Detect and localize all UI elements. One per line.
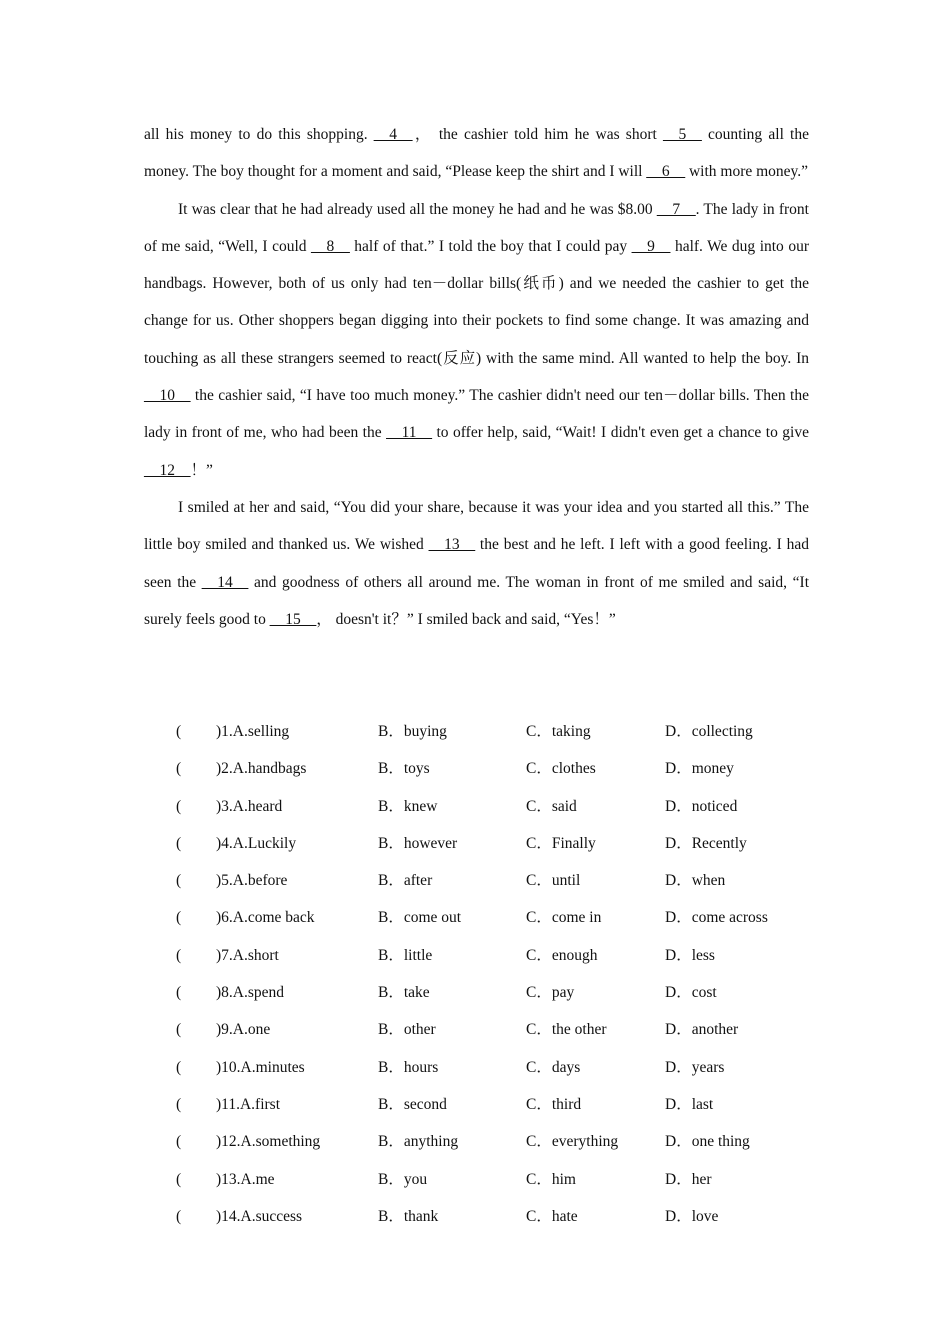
question-row	[176, 825, 816, 862]
passage-text: It was clear that he had already used all the money he had and he was $8.00	[178, 200, 657, 218]
option-c: C．Finally	[526, 834, 596, 852]
option-d: D．another	[665, 1021, 739, 1039]
passage-text: counting all the money. The boy thought for a moment and said, “Please keep the shirt and I will	[144, 126, 809, 181]
blank-9: __9__	[631, 237, 671, 255]
question-row	[176, 1011, 816, 1048]
answer-paren: (	[176, 723, 182, 740]
option-a: )13.A.me	[216, 1170, 275, 1188]
answer-paren: (	[176, 984, 182, 1002]
answer-paren: (	[176, 1207, 182, 1225]
passage-text: and goodness of others all around me. The woman in front of me smiled and said, “It surely feels good to	[144, 573, 810, 628]
blank-12: __12__	[144, 461, 191, 479]
question-row	[176, 713, 816, 750]
option-b: B．second	[378, 1095, 447, 1113]
reading-passage	[144, 116, 809, 638]
blank-4: __4__	[373, 126, 413, 143]
option-a: )14.A.success	[216, 1207, 303, 1225]
blank-7: __7__	[656, 200, 696, 218]
option-b: B．however	[378, 834, 458, 852]
passage-text: half of that.” I told the boy that I could pay	[349, 237, 632, 255]
answer-paren: (	[176, 760, 182, 778]
option-c: C．him	[526, 1170, 576, 1188]
option-b: B．buying	[378, 723, 447, 740]
option-b: B．you	[378, 1170, 428, 1188]
question-row	[176, 1086, 816, 1123]
option-b: B．come out	[378, 909, 462, 927]
option-d: D．collecting	[665, 723, 753, 740]
question-row	[176, 937, 816, 974]
question-row	[176, 974, 816, 1011]
passage-text: ！”	[190, 461, 213, 479]
option-a: )10.A.minutes	[216, 1058, 305, 1076]
option-d: D．come across	[665, 909, 768, 927]
option-c: C．third	[526, 1095, 582, 1113]
option-a: )1.A.selling	[216, 723, 290, 740]
option-b: B．hours	[378, 1058, 439, 1076]
question-row	[176, 788, 816, 825]
answer-paren: (	[176, 834, 182, 852]
blank-15: __15__	[269, 610, 317, 628]
option-d: D．Recently	[665, 834, 747, 852]
answer-paren: (	[176, 797, 182, 815]
option-d: D．when	[665, 872, 726, 890]
blank-13: __13__	[428, 536, 476, 554]
passage-text: all his money to do this shopping.	[144, 126, 374, 143]
option-b: B．other	[378, 1021, 436, 1039]
answer-paren: (	[176, 1021, 182, 1039]
option-c: C．clothes	[526, 760, 596, 778]
question-row	[176, 1161, 816, 1198]
blank-14: __14__	[201, 573, 249, 591]
option-c: C．days	[526, 1058, 581, 1076]
blank-6: __6__	[646, 163, 686, 181]
option-d: D．love	[665, 1207, 719, 1225]
option-b: B．knew	[378, 797, 438, 815]
option-c: C．hate	[526, 1207, 578, 1225]
option-a: )12.A.something	[216, 1133, 321, 1151]
passage-text: to offer help, said, “Wait! I didn't even get a chance to give	[432, 424, 809, 442]
option-a: )4.A.Luckily	[216, 834, 297, 852]
option-a: )3.A.heard	[216, 797, 283, 815]
option-b: B．after	[378, 872, 433, 890]
answer-paren: (	[176, 1170, 182, 1188]
option-c: C．everything	[526, 1133, 619, 1151]
passage-text: the cashier said, “I have too much money.” The cashier didn't need our ten－dollar bills. Then the lady in front of me, who had been the	[144, 387, 809, 442]
option-b: B．take	[378, 984, 430, 1002]
option-b: B．thank	[378, 1207, 439, 1225]
question-row	[176, 862, 816, 899]
option-a: )6.A.come back	[216, 909, 315, 927]
question-row	[176, 1198, 816, 1235]
question-row	[176, 899, 816, 936]
answer-paren: (	[176, 872, 182, 890]
option-a: )2.A.handbags	[216, 760, 307, 778]
option-d: D．less	[665, 946, 715, 964]
option-d: D．cost	[665, 984, 717, 1002]
blank-5: __5__	[663, 126, 702, 143]
blank-11: __11__	[386, 424, 433, 442]
passage-paragraph-2	[144, 191, 809, 489]
option-d: D．one thing	[665, 1133, 750, 1151]
option-a: )8.A.spend	[216, 984, 285, 1002]
passage-text: half. We dug into our handbags. However, both of us only had ten－dollar bills(纸币) and we needed the cashier to get the change for us. Other shoppers began digging into their pockets to find some change. It was amazing and touching as all these strangers seemed to react(反应) with the same mind. All wanted to help the boy. In	[144, 237, 809, 367]
answer-paren: (	[176, 1133, 182, 1151]
passage-text: ， the cashier told him he was short	[412, 126, 663, 143]
option-c: C．taking	[526, 723, 591, 740]
option-a: )11.A.first	[216, 1095, 280, 1113]
blank-8: __8__	[311, 237, 350, 255]
option-d: D．last	[665, 1095, 714, 1113]
question-row	[176, 1123, 816, 1160]
option-c: C．pay	[526, 984, 575, 1002]
question-row	[176, 750, 816, 787]
passage-paragraph-3	[144, 489, 809, 638]
passage-text: ， doesn't it？” I smiled back and said, “Yes！”	[316, 610, 616, 628]
answer-paren: (	[176, 909, 182, 927]
question-row	[176, 1049, 816, 1086]
passage-text: the best and he left. I left with a good feeling. I had seen the	[144, 536, 809, 591]
option-d: D．noticed	[665, 797, 738, 815]
passage-text: . The lady in front of me said, “Well, I could	[144, 200, 809, 255]
option-a: )5.A.before	[216, 872, 288, 890]
option-a: )7.A.short	[216, 946, 279, 964]
option-c: C．the other	[526, 1021, 607, 1039]
answer-paren: (	[176, 1095, 182, 1113]
option-d: D．years	[665, 1058, 725, 1076]
option-b: B．anything	[378, 1133, 459, 1151]
passage-text: with more money.”	[685, 163, 809, 181]
blank-10: __10__	[144, 387, 191, 405]
option-c: C．enough	[526, 946, 598, 964]
answer-paren: (	[176, 1058, 182, 1076]
option-d: D．money	[665, 760, 734, 778]
passage-text: I smiled at her and said, “You did your share, because it was your idea and you started all this.” The little boy smiled and thanked us. We wished	[144, 498, 809, 554]
option-a: )9.A.one	[216, 1021, 271, 1039]
answer-paren: (	[176, 946, 182, 964]
question-list	[176, 713, 816, 1235]
option-b: B．little	[378, 946, 433, 964]
option-d: D．her	[665, 1170, 712, 1188]
option-c: C．come in	[526, 909, 602, 927]
option-b: B．toys	[378, 760, 430, 778]
passage-paragraph-1	[144, 116, 809, 191]
option-c: C．until	[526, 872, 581, 890]
option-c: C．said	[526, 797, 577, 815]
